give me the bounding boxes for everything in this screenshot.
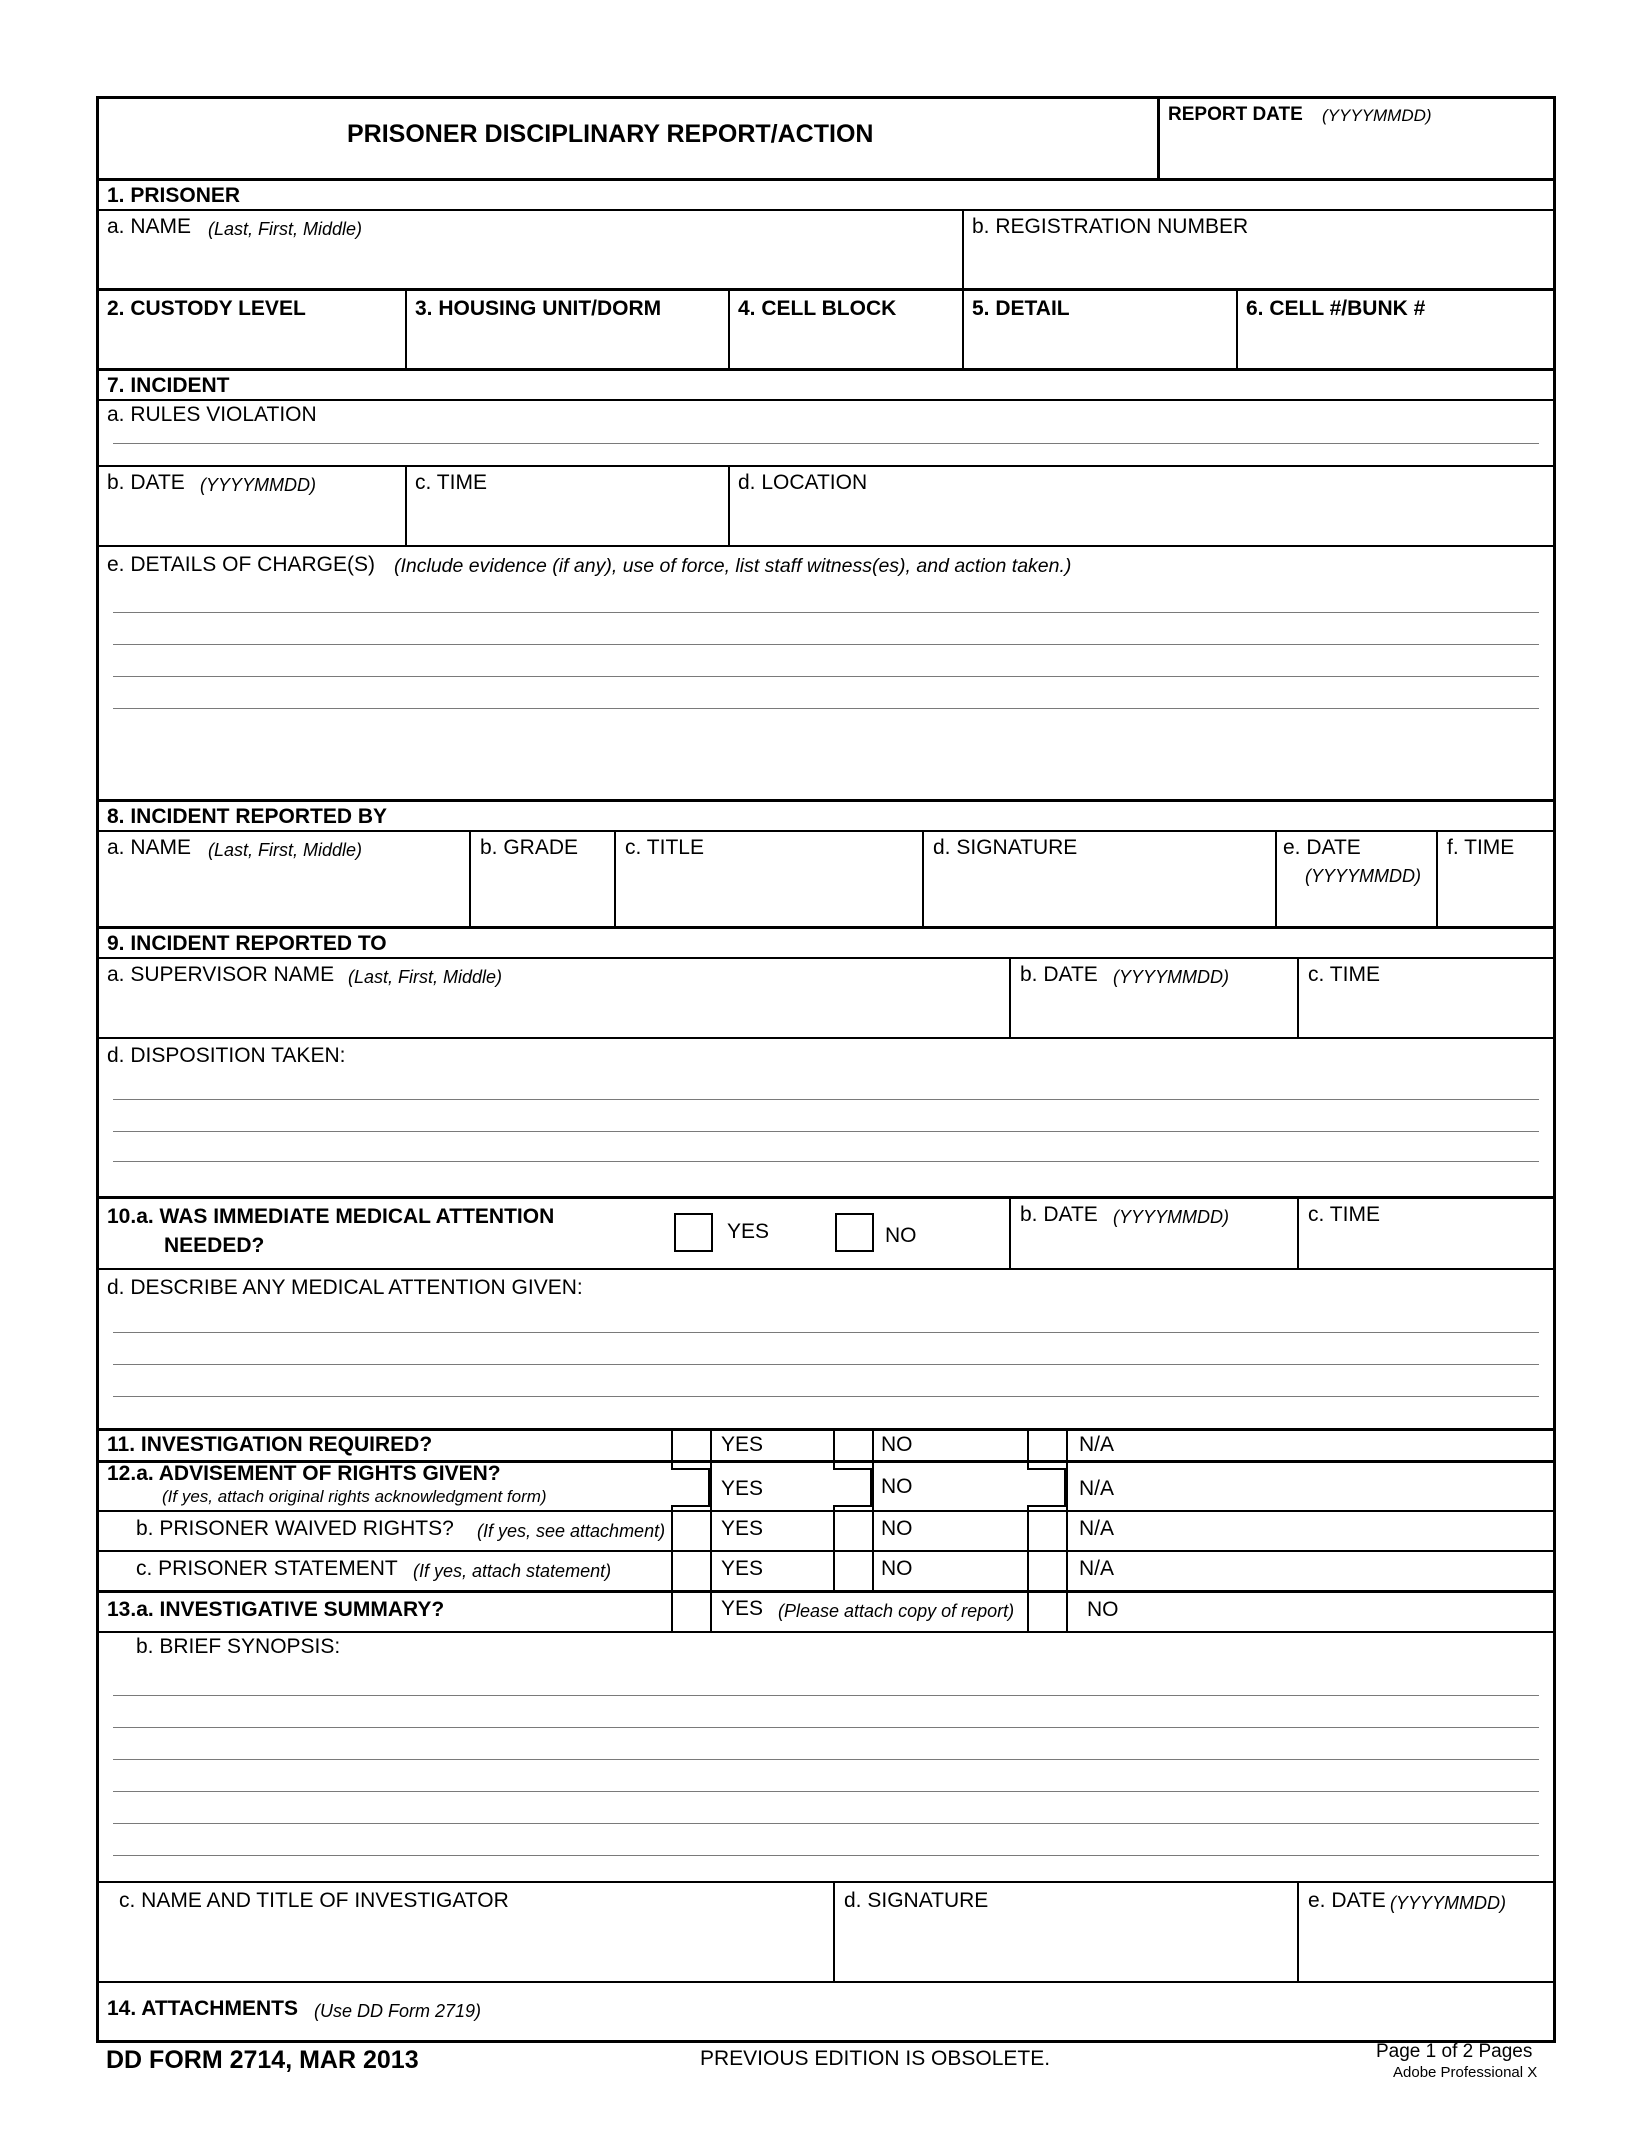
divider xyxy=(614,830,616,926)
divider xyxy=(99,178,1553,181)
q11-no-checkbox[interactable] xyxy=(835,1430,872,1460)
q12c-hint: (If yes, attach statement) xyxy=(413,1561,612,1581)
medical-no-checkbox[interactable] xyxy=(835,1213,874,1252)
section-9-heading: 9. INCIDENT REPORTED TO xyxy=(107,932,387,955)
charge-details-label: e. DETAILS OF CHARGE(S) xyxy=(107,553,375,576)
synopsis-label: b. BRIEF SYNOPSIS: xyxy=(136,1635,341,1658)
q12c-na-label: N/A xyxy=(1079,1557,1115,1580)
charge-details-hint: (Include evidence (if any), use of force, list staff witness(es), and action taken.) xyxy=(394,555,1072,577)
q12b-hint: (If yes, see attachment) xyxy=(477,1521,666,1541)
q12c-label: c. PRISONER STATEMENT xyxy=(136,1557,398,1580)
supervisor-name-field[interactable] xyxy=(99,959,1009,1037)
reporter-date-hint: (YYYYMMDD) xyxy=(1305,866,1421,886)
housing-unit-label: 3. HOUSING UNIT/DORM xyxy=(415,297,662,320)
reporter-date-label: e. DATE xyxy=(1283,836,1361,859)
q12a-hint: (If yes, attach original rights acknowledgment form) xyxy=(162,1487,547,1506)
q12c-yes-checkbox[interactable] xyxy=(673,1552,710,1590)
q11-na-label: N/A xyxy=(1079,1433,1115,1456)
reporter-time-label: f. TIME xyxy=(1447,836,1515,859)
q13a-yes-label: YES xyxy=(721,1597,764,1620)
divider xyxy=(1236,288,1238,368)
registration-number-label: b. REGISTRATION NUMBER xyxy=(972,215,1249,238)
divider xyxy=(833,1881,835,1981)
write-line xyxy=(113,443,1539,444)
prisoner-name-label: a. NAME xyxy=(107,215,192,238)
reporter-time-field[interactable] xyxy=(1439,832,1553,926)
divider xyxy=(1275,830,1277,926)
incident-location-field[interactable] xyxy=(731,467,1553,545)
reporter-title-label: c. TITLE xyxy=(625,836,704,859)
investigator-name-label: c. NAME AND TITLE OF INVESTIGATOR xyxy=(119,1889,509,1912)
q12a-no-label: NO xyxy=(881,1475,913,1498)
write-line xyxy=(113,1695,1539,1696)
divider xyxy=(469,830,471,926)
q12a-na-checkbox[interactable] xyxy=(1027,1468,1066,1507)
divider xyxy=(405,288,407,368)
form-title: PRISONER DISCIPLINARY REPORT/ACTION xyxy=(347,120,874,148)
divider xyxy=(1297,1881,1299,1981)
investigator-date-hint: (YYYYMMDD) xyxy=(1390,1893,1506,1913)
report-date-field[interactable] xyxy=(1160,99,1553,178)
reporter-grade-label: b. GRADE xyxy=(480,836,579,859)
divider xyxy=(1436,830,1438,926)
cell-block-field[interactable] xyxy=(731,291,962,368)
q11-yes-label: YES xyxy=(721,1433,764,1456)
q12c-no-label: NO xyxy=(881,1557,913,1580)
divider xyxy=(99,799,1553,802)
medical-question-line2: NEEDED? xyxy=(164,1234,265,1257)
q12b-no-checkbox[interactable] xyxy=(835,1512,872,1550)
write-line xyxy=(113,1855,1539,1856)
q11-no-label: NO xyxy=(881,1433,913,1456)
divider xyxy=(1066,1428,1068,1631)
divider xyxy=(922,830,924,926)
q12a-no-checkbox[interactable] xyxy=(833,1468,872,1507)
supervisor-date-label: b. DATE xyxy=(1020,963,1098,986)
medical-description-field[interactable] xyxy=(99,1270,1553,1428)
q12b-na-label: N/A xyxy=(1079,1517,1115,1540)
q12b-label: b. PRISONER WAIVED RIGHTS? xyxy=(136,1517,454,1540)
q12c-na-checkbox[interactable] xyxy=(1029,1552,1066,1590)
cell-bunk-label: 6. CELL #/BUNK # xyxy=(1246,297,1426,320)
charge-details-field[interactable] xyxy=(99,547,1553,715)
detail-label: 5. DETAIL xyxy=(972,297,1070,320)
q11-label: 11. INVESTIGATION REQUIRED? xyxy=(107,1433,433,1456)
investigator-date-label: e. DATE xyxy=(1308,1889,1386,1912)
detail-field[interactable] xyxy=(965,291,1236,368)
write-line xyxy=(113,612,1539,613)
medical-time-field[interactable] xyxy=(1300,1199,1553,1268)
write-line xyxy=(113,1131,1539,1132)
q13a-yes-checkbox[interactable] xyxy=(673,1593,710,1631)
write-line xyxy=(113,1364,1539,1365)
write-line xyxy=(113,1332,1539,1333)
cell-block-label: 4. CELL BLOCK xyxy=(738,297,897,320)
attachments-hint: (Use DD Form 2719) xyxy=(314,2001,482,2021)
registration-number-field[interactable] xyxy=(965,211,1553,288)
supervisor-date-hint: (YYYYMMDD) xyxy=(1113,967,1229,987)
incident-time-field[interactable] xyxy=(408,467,728,545)
q13a-no-checkbox[interactable] xyxy=(1029,1593,1066,1631)
divider xyxy=(99,1428,1553,1431)
section-1-heading: 1. PRISONER xyxy=(107,184,241,207)
supervisor-time-label: c. TIME xyxy=(1308,963,1380,986)
divider xyxy=(99,1590,1553,1593)
divider xyxy=(962,288,964,368)
reporter-name-hint: (Last, First, Middle) xyxy=(208,840,363,860)
write-line xyxy=(113,1791,1539,1792)
q12b-yes-checkbox[interactable] xyxy=(673,1512,710,1550)
section-7-heading: 7. INCIDENT xyxy=(107,374,230,397)
medical-date-hint: (YYYYMMDD) xyxy=(1113,1207,1229,1227)
housing-unit-field[interactable] xyxy=(408,291,728,368)
medical-yes-label: YES xyxy=(727,1220,770,1243)
q12a-na-label: N/A xyxy=(1079,1477,1115,1500)
q12a-yes-label: YES xyxy=(721,1477,764,1500)
q13a-label: 13.a. INVESTIGATIVE SUMMARY? xyxy=(107,1598,445,1621)
section-8-heading: 8. INCIDENT REPORTED BY xyxy=(107,805,388,828)
medical-yes-checkbox[interactable] xyxy=(674,1213,713,1252)
write-line xyxy=(113,644,1539,645)
reporter-signature-field[interactable] xyxy=(925,832,1275,926)
software-note: Adobe Professional X xyxy=(1393,2064,1538,2081)
q12b-na-checkbox[interactable] xyxy=(1029,1512,1066,1550)
reporter-signature-label: d. SIGNATURE xyxy=(933,836,1078,859)
q12a-yes-checkbox[interactable] xyxy=(671,1468,710,1507)
disposition-field[interactable] xyxy=(99,1039,1553,1196)
divider xyxy=(1297,1196,1299,1268)
write-line xyxy=(113,1727,1539,1728)
attachments-field[interactable] xyxy=(99,1983,1553,2040)
write-line xyxy=(113,1759,1539,1760)
divider xyxy=(710,1428,712,1631)
q12c-yes-label: YES xyxy=(721,1557,764,1580)
q12b-no-label: NO xyxy=(881,1517,913,1540)
medical-time-label: c. TIME xyxy=(1308,1203,1380,1226)
report-date-label: REPORT DATE xyxy=(1168,104,1303,125)
prisoner-name-hint: (Last, First, Middle) xyxy=(208,219,363,239)
write-line xyxy=(113,1396,1539,1397)
reporter-name-field[interactable] xyxy=(99,832,469,926)
supervisor-date-field[interactable] xyxy=(1012,959,1297,1037)
divider xyxy=(99,1510,1553,1512)
cell-bunk-field[interactable] xyxy=(1239,291,1553,368)
obsolete-notice: PREVIOUS EDITION IS OBSOLETE. xyxy=(700,2047,1051,2070)
divider xyxy=(1009,1196,1011,1268)
write-line xyxy=(113,1823,1539,1824)
incident-time-label: c. TIME xyxy=(415,471,487,494)
report-date-hint: (YYYYMMDD) xyxy=(1322,106,1432,125)
prisoner-name-field[interactable] xyxy=(99,211,962,288)
divider xyxy=(405,465,407,545)
incident-location-label: d. LOCATION xyxy=(738,471,868,494)
q12a-label: 12.a. ADVISEMENT OF RIGHTS GIVEN? xyxy=(107,1462,501,1485)
q12b-yes-label: YES xyxy=(721,1517,764,1540)
medical-date-field[interactable] xyxy=(1012,1199,1297,1268)
reporter-grade-field[interactable] xyxy=(472,832,614,926)
rules-violation-field[interactable] xyxy=(99,401,1553,465)
custody-level-label: 2. CUSTODY LEVEL xyxy=(107,297,306,320)
divider xyxy=(728,288,730,368)
q13a-no-label: NO xyxy=(1087,1598,1119,1621)
disciplinary-report-form xyxy=(96,96,1556,2043)
medical-date-label: b. DATE xyxy=(1020,1203,1098,1226)
incident-date-field[interactable] xyxy=(99,467,405,545)
form-identifier: DD FORM 2714, MAR 2013 xyxy=(106,2046,419,2074)
q12c-no-checkbox[interactable] xyxy=(835,1552,872,1590)
reporter-name-label: a. NAME xyxy=(107,836,192,859)
page-number: Page 1 of 2 Pages xyxy=(1376,2041,1533,2062)
q11-yes-checkbox[interactable] xyxy=(673,1430,710,1460)
write-line xyxy=(113,1161,1539,1162)
write-line xyxy=(113,1099,1539,1100)
divider xyxy=(728,465,730,545)
write-line xyxy=(113,676,1539,677)
divider xyxy=(1297,957,1299,1037)
custody-level-field[interactable] xyxy=(99,291,405,368)
supervisor-name-hint: (Last, First, Middle) xyxy=(348,967,503,987)
synopsis-field[interactable] xyxy=(99,1633,1553,1881)
divider xyxy=(99,1550,1553,1552)
medical-no-label: NO xyxy=(885,1224,917,1247)
reporter-title-field[interactable] xyxy=(617,832,922,926)
attachments-label: 14. ATTACHMENTS xyxy=(107,1997,298,2020)
rules-violation-label: a. RULES VIOLATION xyxy=(107,403,317,426)
investigator-name-field[interactable] xyxy=(99,1883,833,1981)
investigator-date-field[interactable] xyxy=(1300,1883,1553,1981)
divider xyxy=(99,926,1553,929)
incident-date-label: b. DATE xyxy=(107,471,185,494)
divider xyxy=(872,1428,874,1590)
supervisor-time-field[interactable] xyxy=(1300,959,1553,1037)
medical-description-label: d. DESCRIBE ANY MEDICAL ATTENTION GIVEN: xyxy=(107,1276,583,1299)
divider xyxy=(962,209,964,288)
write-line xyxy=(113,708,1539,709)
incident-date-hint: (YYYYMMDD) xyxy=(200,475,316,495)
medical-question-line1: 10.a. WAS IMMEDIATE MEDICAL ATTENTION xyxy=(107,1205,555,1228)
divider xyxy=(99,368,1553,371)
investigator-signature-label: d. SIGNATURE xyxy=(844,1889,989,1912)
supervisor-name-label: a. SUPERVISOR NAME xyxy=(107,963,335,986)
divider xyxy=(1009,957,1011,1037)
q11-na-checkbox[interactable] xyxy=(1029,1430,1066,1460)
investigator-signature-field[interactable] xyxy=(836,1883,1297,1981)
q13a-yes-hint: (Please attach copy of report) xyxy=(778,1601,1015,1621)
disposition-label: d. DISPOSITION TAKEN: xyxy=(107,1044,346,1067)
reporter-date-field[interactable] xyxy=(1278,832,1436,926)
